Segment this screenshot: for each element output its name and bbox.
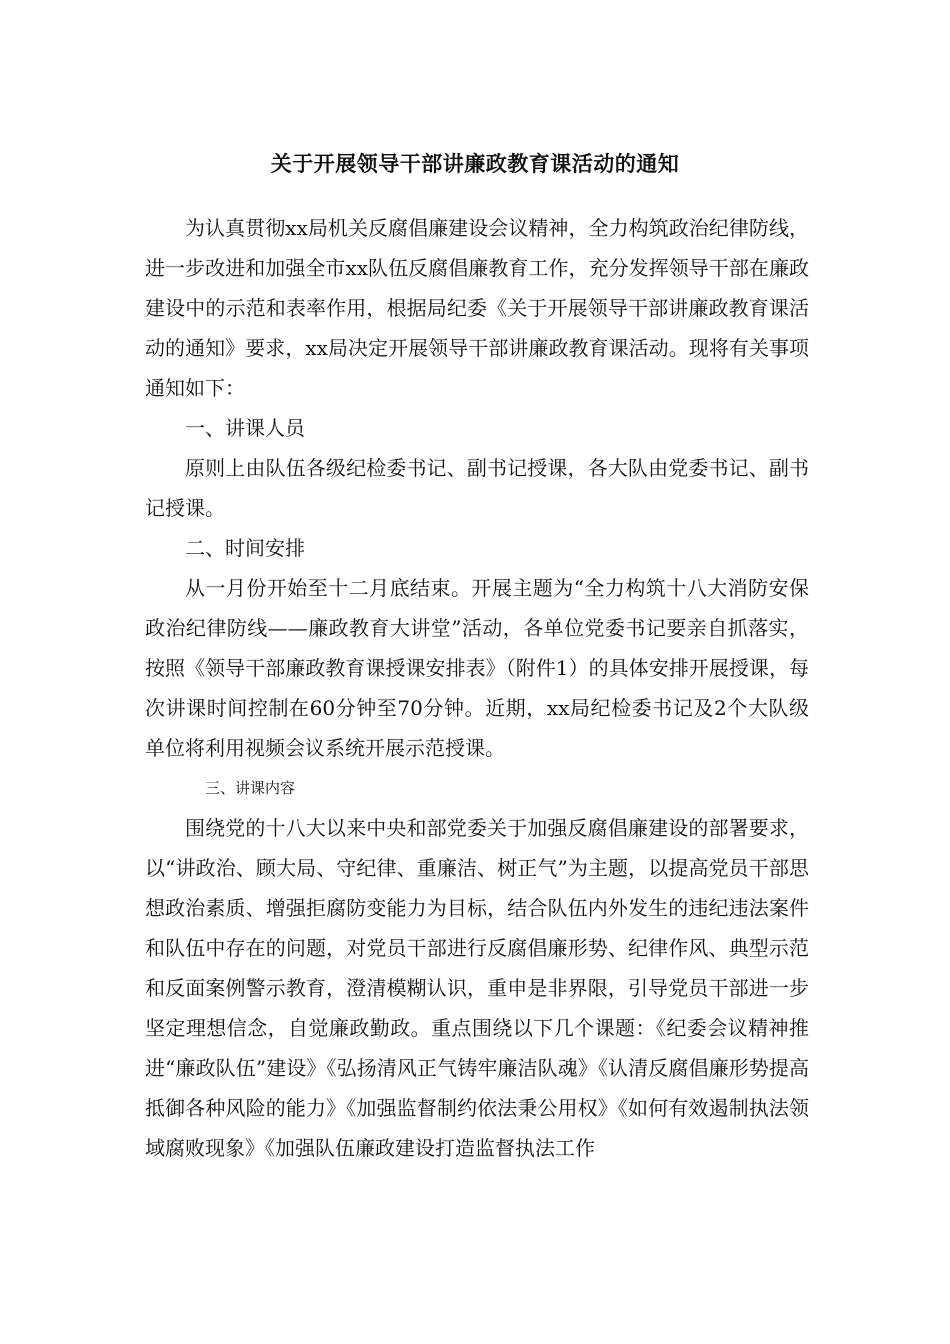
content-paragraph: 围绕党的十八大以来中央和部党委关于加强反腐倡廉建设的部署要求，以“讲政治、顾大局、守纪律、重廉洁、树正气”为主题，以提高党员干部思想政治素质、增强拒腐防变能力为目标，结合队伍内外发生的违纪违法案件和队伍中存在的问题，对党员干部进行反腐倡廉形势、纪律作风、典型示范和反面案例警示教育，澄清模糊认识，重申是非界限，引导党员干部进一步坚定理想信念，自觉廉政勤政。重点围绕以下几个课题：《纪委会议精神推进“廉政队伍”建设》《弘扬清风正气铸牢廉洁队魂》《认清反腐倡廉形势提高抵御各种风险的能力》《加强监督制约依法秉公用权》《如何有效遏制执法领域腐败现象》《加强队伍廉政建设打造监督执法工作	[145, 816, 809, 1160]
intro-paragraph: 为认真贯彻xx局机关反腐倡廉建设会议精神，全力构筑政治纪律防线，进一步改进和加强全市xx队伍反腐倡廉教育工作，充分发挥领导干部在廉政建设中的示范和表率作用，根据局纪委《关于开展领导干部讲廉政教育课活动的通知》要求，xx局决定开展领导干部讲廉政教育课活动。现将有关事项通知如下：	[145, 216, 809, 400]
section-heading-content: 三、讲课内容	[205, 779, 296, 797]
document-title: 关于开展领导干部讲廉政教育课活动的通知	[270, 152, 680, 176]
section-heading-speakers: 一、讲课人员	[185, 416, 305, 440]
section-heading-schedule: 二、时间安排	[185, 536, 305, 560]
schedule-paragraph: 从一月份开始至十二月底结束。开展主题为“全力构筑十八大消防安保政治纪律防线——廉政教育大讲堂”活动，各单位党委书记要亲自抓落实，按照《领导干部廉政教育课授课安排表》（附件1）的具体安排开展授课，每次讲课时间控制在60分钟至70分钟。近期，xx局纪检委书记及2个大队级单位将利用视频会议系统开展示范授课。	[145, 576, 809, 760]
document-body	[145, 208, 809, 1168]
speakers-paragraph: 原则上由队伍各级纪检委书记、副书记授课，各大队由党委书记、副书记授课。	[145, 456, 809, 520]
